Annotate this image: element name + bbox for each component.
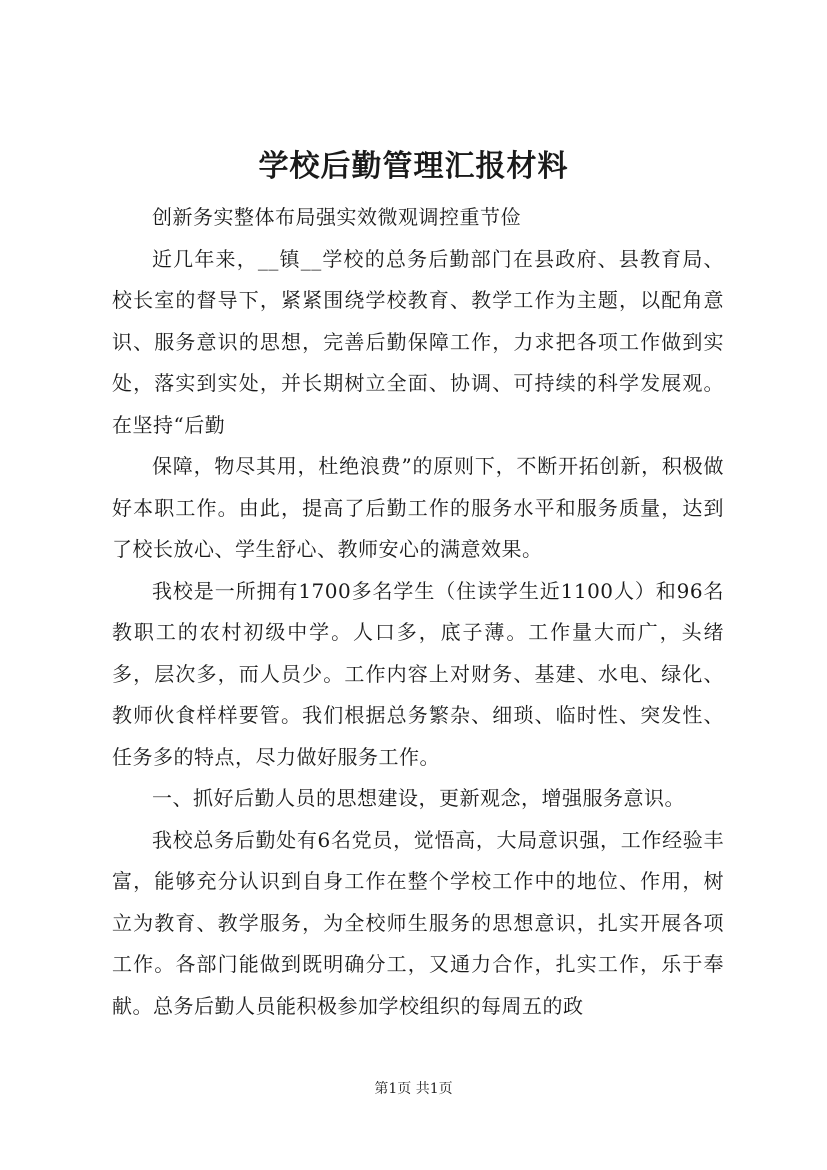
paragraph-subtitle: 创新务实整体布局强实效微观调控重节俭	[152, 205, 521, 229]
paragraph-intro: 近几年来，__镇__学校的总务后勤部门在县政府、县教育局、校长室的督导下，紧紧围绕学校教育、教学工作为主题，以配角意识、服务意识的思想，完善后勤保障工作，力求把各项工作做到实处，落实到实处，并长期树立全面、协调、可持续的科学发展观。在坚持“后勤	[112, 246, 724, 437]
page-footer: 第1页 共1页	[374, 1081, 453, 1097]
document-body	[112, 197, 724, 1027]
section-heading-one: 一、抓好后勤人员的思想建设，更新观念，增强服务意识。	[152, 786, 685, 810]
document-title: 学校后勤管理汇报材料	[258, 149, 569, 184]
paragraph-principle: 保障，物尽其用，杜绝浪费”的原则下，不断开拓创新，积极做好本职工作。由此，提高了后勤工作的服务水平和服务质量，达到了校长放心、学生舒心、教师安心的满意效果。	[112, 454, 724, 561]
paragraph-school-overview: 我校是一所拥有1700多名学生（住读学生近1100人）和96名教职工的农村初级中学。人口多，底子薄。工作量大而广，头绪多，层次多，而人员少。工作内容上对财务、基建、水电、绿化、教师伙食样样要管。我们根据总务繁杂、细琐、临时性、突发性、任务多的特点，尽力做好服务工作。	[112, 578, 724, 769]
paragraph-staff: 我校总务后勤处有6名党员，觉悟高，大局意识强，工作经验丰富，能够充分认识到自身工作在整个学校工作中的地位、作用，树立为教育、教学服务，为全校师生服务的思想意识，扎实开展各项工作。各部门能做到既明确分工，又通力合作，扎实工作，乐于奉献。总务后勤人员能积极参加学校组织的每周五的政	[112, 827, 724, 1018]
